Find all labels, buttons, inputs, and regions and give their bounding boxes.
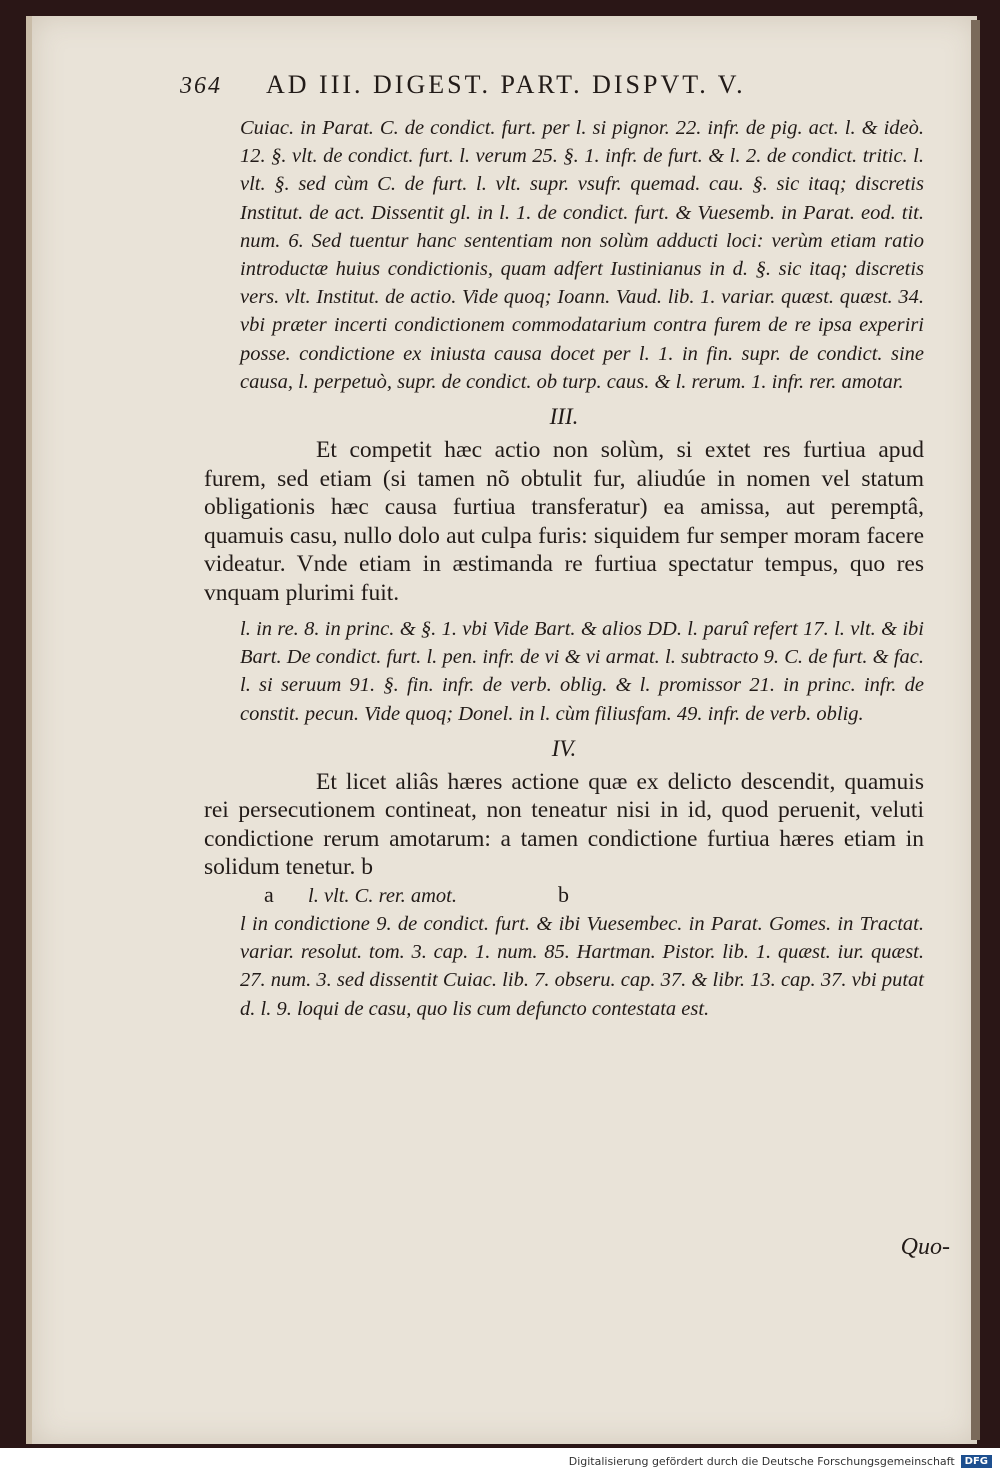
- footnote-b-text: l in condictione 9. de condict. furt. & ibi Vuesembec. in Parat. Gomes. in Tractat. variar. resolut. tom. 3. cap. 1. num. 85. Hartman. Pistor. lib. 1. quæst. iur. quæst. 27. num. 3. sed dissentit Cuiac. lib. 7. obseru. cap. 37. & libr. 13. cap. 37. vbi putat d. l. 9. loqui de casu, quo lis cum defuncto contestata est.: [240, 913, 924, 1020]
- text-column: [180, 70, 924, 1023]
- catchword: Quo-: [900, 1234, 950, 1260]
- paragraph-3: Et competit hæc actio non solùm, si extet res furtiua apud furem, sed etiam (si tamen nõ obtulit fur, aliudúe in nomen vel statum obligationis hæc causa furtiua transferatur) ea amissa, aut peremptâ, quamuis casu, nullo dolo aut culpa furis: siquidem fur semper moram facere videatur. Vnde etiam in æstimanda re furtiua spectatur tempus, quo res vnquam plurimi fuit.: [204, 437, 924, 606]
- section-number-3: III.: [549, 404, 579, 430]
- page-edge: [971, 20, 980, 1440]
- paragraph-4: Et licet aliâs hæres actione quæ ex delicto descendit, quamuis rei persecutionem contineat, non teneatur nisi in id, quod peruenit, veluti condictione rerum amotarum: a tamen condictione furtiua hæres etiam in solidum tenetur. b: [204, 768, 924, 881]
- footnote-block-top: Cuiac. in Parat. C. de condict. furt. per l. si pignor. 22. infr. de pig. act. l. & ideò. 12. §. vlt. de condict. furt. l. verum 25. §. 1. infr. de furt. & l. 2. de condict. tritic. l. vlt. §. sed cùm C. de furt. l. vlt. supr. vsufr. quemad. cau. §. sic itaq; discretis Institut. de act. Dissentit gl. in l. 1. de condict. furt. & Vuesemb. in Parat. eod. tit. num. 6. Sed tuentur hanc sententiam non solùm adducti loci: verùm etiam ratio introductæ huius condictionis, quam adfert Iustinianus in d. §. sic itaq; discretis vers. vlt. Institut. de actio. Vide quoq; Ioann. Vaud. lib. 1. variar. quæst. quæst. 34. vbi præter incerti condictionem commodatarium contra furem de re ipsa experiri posse. condictione ex iniusta causa docet per l. 1. in fin. supr. de condict. sine causa, l. perpetuò, supr. de condict. ob turp. caus. & l. rerum. 1. infr. rer. amotar.: [240, 117, 924, 393]
- section-number-4: IV.: [551, 735, 577, 761]
- footnote-a-text: l. vlt. C. rer. amot.: [308, 884, 458, 907]
- page-number: 364: [180, 73, 222, 99]
- footnote-block-3: l. in re. 8. in princ. & §. 1. vbi Vide Bart. & alios DD. l. paruî refert 17. l. vlt. & ibi Bart. De condict. furt. l. pen. infr. de vi & vi armat. l. subtracto 9. C. de furt. & fac. l. si seruum 91. §. fin. infr. de verb. oblig. & l. promissor 21. in princ. infr. de constit. pecun. Vide quoq; Donel. in l. cùm filiusfam. 49. infr. de verb. oblig.: [240, 618, 924, 725]
- footnote-b-mark: b: [558, 881, 569, 907]
- footer-bar: [0, 1448, 1000, 1474]
- footer-credit: Digitalisierung gefördert durch die Deutsche Forschungsgemeinschaft: [568, 1454, 955, 1468]
- page-header: [180, 70, 924, 114]
- dfg-logo: DFG: [961, 1455, 992, 1468]
- running-head: AD III. DIGEST. PART. DISPVT. V.: [266, 70, 746, 99]
- footnote-a-mark: a: [264, 881, 274, 907]
- footnote-a: [264, 882, 924, 910]
